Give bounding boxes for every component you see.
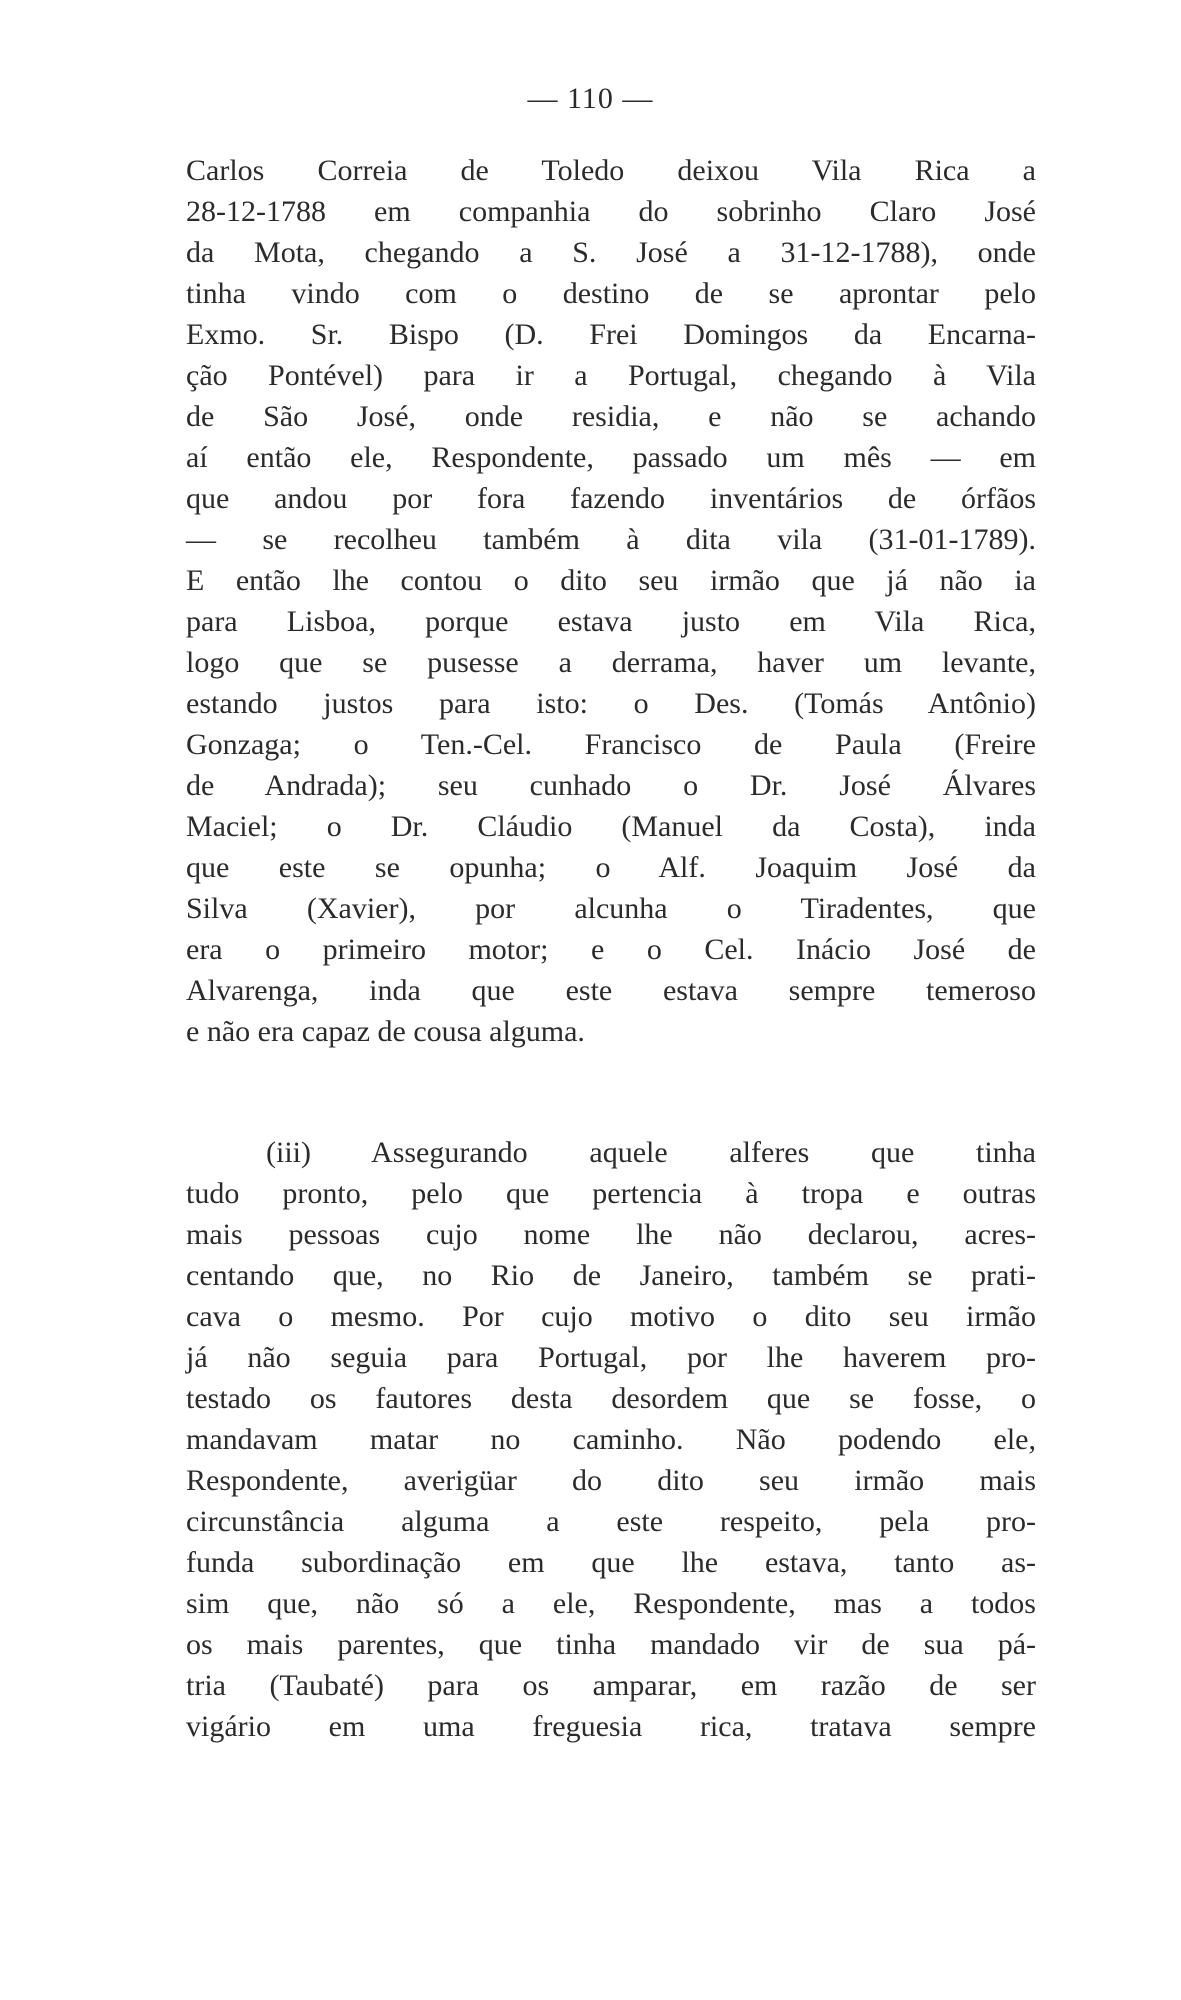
text-line: da Mota, chegando a S. José a 31-12-1788), onde: [186, 236, 1036, 269]
text-line: que este se opunha; o Alf. Joaquim José da: [186, 851, 1036, 884]
text-line: mandavam matar no caminho. Não podendo ele,: [186, 1423, 1036, 1456]
text-line: circunstância alguma a este respeito, pela pro-: [186, 1505, 1036, 1538]
text-line: mais pessoas cujo nome lhe não declarou, acres-: [186, 1218, 1036, 1251]
text-line: E então lhe contou o dito seu irmão que já não ia: [186, 564, 1036, 597]
text-line: para Lisboa, porque estava justo em Vila Rica,: [186, 605, 1036, 638]
text-line: logo que se pusesse a derrama, haver um levante,: [186, 646, 1036, 679]
text-line: Gonzaga; o Ten.-Cel. Francisco de Paula (Freire: [186, 728, 1036, 761]
text-line: Alvarenga, inda que este estava sempre temeroso: [186, 974, 1036, 1007]
text-line: de Andrada); seu cunhado o Dr. José Álvares: [186, 769, 1036, 802]
text-line: tria (Taubaté) para os amparar, em razão de ser: [186, 1669, 1036, 1702]
text-line: Respondente, averigüar do dito seu irmão mais: [186, 1464, 1036, 1497]
text-line: Maciel; o Dr. Cláudio (Manuel da Costa), inda: [186, 810, 1036, 843]
text-line: 28-12-1788 em companhia do sobrinho Claro José: [186, 195, 1036, 228]
page-number: — 110 —: [527, 82, 654, 115]
text-line: era o primeiro motor; e o Cel. Inácio José de: [186, 933, 1036, 966]
text-line: que andou por fora fazendo inventários de órfãos: [186, 482, 1036, 515]
text-line: ção Pontével) para ir a Portugal, chegando à Vila: [186, 359, 1036, 392]
text-line: e não era capaz de cousa alguma.: [186, 1015, 585, 1048]
paragraph-1: [186, 150, 1036, 1052]
text-line: já não seguia para Portugal, por lhe haverem pro-: [186, 1341, 1036, 1374]
text-line: tinha vindo com o destino de se aprontar pelo: [186, 277, 1036, 310]
text-line: Silva (Xavier), por alcunha o Tiradentes, que: [186, 892, 1036, 925]
text-line: tudo pronto, pelo que pertencia à tropa e outras: [186, 1177, 1036, 1210]
text-line: testado os fautores desta desordem que se fosse, o: [186, 1382, 1036, 1415]
text-line: os mais parentes, que tinha mandado vir de sua pá-: [186, 1628, 1036, 1661]
text-line: — se recolheu também à dita vila (31-01-1789).: [186, 523, 1036, 556]
text-line: Carlos Correia de Toledo deixou Vila Rica a: [186, 154, 1036, 187]
text-line: centando que, no Rio de Janeiro, também se prati-: [186, 1259, 1036, 1292]
text-line: cava o mesmo. Por cujo motivo o dito seu irmão: [186, 1300, 1036, 1333]
paragraph-2: [186, 1132, 1036, 1747]
text-line: Exmo. Sr. Bispo (D. Frei Domingos da Encarna-: [186, 318, 1036, 351]
text-line: de São José, onde residia, e não se achando: [186, 400, 1036, 433]
text-line: funda subordinação em que lhe estava, tanto as-: [186, 1546, 1036, 1579]
text-line: sim que, não só a ele, Respondente, mas a todos: [186, 1587, 1036, 1620]
text-line: estando justos para isto: o Des. (Tomás Antônio): [186, 687, 1036, 720]
text-line: aí então ele, Respondente, passado um mês — em: [186, 441, 1036, 474]
text-line: (iii) Assegurando aquele alferes que tinha: [266, 1136, 1036, 1169]
text-line: vigário em uma freguesia rica, tratava sempre: [186, 1710, 1036, 1743]
